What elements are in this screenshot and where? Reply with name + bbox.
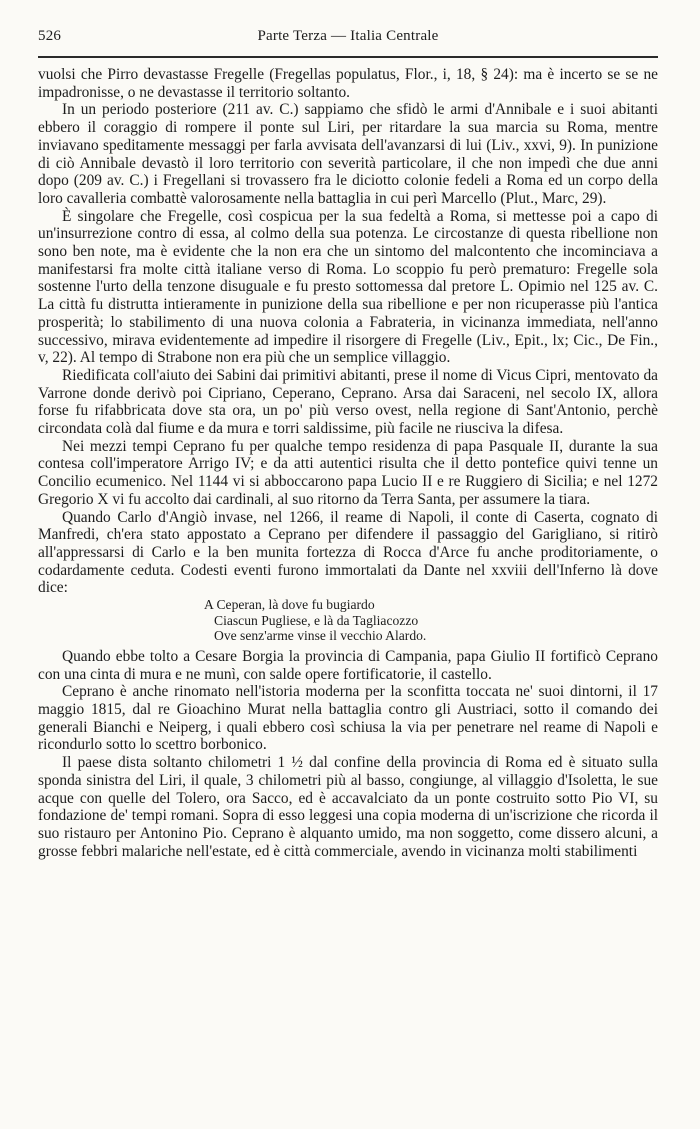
body-text	[38, 66, 658, 860]
running-title: Parte Terza — Italia Centrale	[257, 28, 439, 44]
paragraph: Quando ebbe tolto a Cesare Borgia la provincia di Campania, papa Giulio II fortificò Ceprano con una cinta di mura e ne munì, con salde opere fortificatorie, il castello.	[38, 647, 658, 683]
dante-quotation	[204, 597, 658, 644]
paragraph: vuolsi che Pirro devastasse Fregelle (Fregellas populatus, Flor., i, 18, § 24): ma è incerto se se ne impadronisse, o ne devastasse il territorio soltanto.	[38, 66, 658, 101]
paragraph: In un periodo posteriore (211 av. C.) sappiamo che sfidò le armi d'Annibale e i suoi abitanti ebbero il coraggio di rompere il ponte sul Liri, per ritardare la sua marcia su Roma, mentre inviavano speditamente messaggi per farla avvisata dell'avanzarsi di lui (Liv., xxvi, 9). In punizione di ciò Annibale devastò il loro territorio con severità particolare, il che non impedì che due anni dopo (209 av. C.) i Fregellani si trovassero fra le diciotto colonie fedeli a Roma ed un corpo della loro cavalleria combattè valorosamente nella battaglia in cui perì Marcello (Plut., Marc, 29).	[38, 101, 658, 207]
header-rule	[38, 56, 658, 58]
page-number: 526	[38, 28, 62, 44]
paragraph: Quando Carlo d'Angiò invase, nel 1266, il reame di Napoli, il conte di Caserta, cognato di Manfredi, ch'era stato appostato a Ceprano per difendere il passaggio del Garigliano, si ritirò all'appressarsi di Carlo e la ben munita fortezza di Rocca d'Arce fu anche proditoriamente, o codardamente ceduta. Codesti eventi furono immortalati da Dante nel xxviii dell'Inferno là dove dice:	[38, 508, 658, 597]
running-header	[38, 28, 658, 45]
paragraph: È singolare che Fregelle, così cospicua per la sua fedeltà a Roma, si mettesse poi a capo di un'insurrezione contro di essa, al colmo della sua potenza. Le circostanze di questa ribellione non sono ben note, ma è evidente che la non era che un sintomo del malcontento che incominciava a manifestarsi fra molte città italiane verso di Roma. Lo scoppio fu però prematuro: Fregelle sola sostenne l'urto della tenzone disuguale e fu presto sottomessa dal pretore L. Opimio nel 125 av. C. La città fu distrutta intieramente in punizione della sua ribellione e per non ricuperasse più l'antica prosperità; lo stabilimento di una nuova colonia a Fabrateria, in vicinanza immediata, nell'anno successivo, mirava evidentemente ad impedire il risorgere di Fregelle (Liv., Epit., lx; Cic., De Fin., v, 22). Al tempo di Strabone non era più che un semplice villaggio.	[38, 207, 658, 367]
verse-line: Ove senz'arme vinse il vecchio Alardo.	[214, 628, 427, 644]
paragraph: Ceprano è anche rinomato nell'istoria moderna per la sconfitta toccata ne' suoi dintorni, il 17 maggio 1815, dal re Gioachino Murat nella battaglia contro gli Austriaci, sotto il comando dei generali Bianchi e Neiperg, i quali ebbero così schiusa la via per penetrare nel reame di Napoli e ricondurlo sotto lo scettro borbonico.	[38, 683, 658, 754]
verse-line: A Ceperan, là dove fu bugiardo	[204, 597, 375, 613]
paragraph: Il paese dista soltanto chilometri 1 ½ dal confine della provincia di Roma ed è situato sulla sponda sinistra del Liri, il quale, 3 chilometri più al basso, congiunge, al villaggio d'Isoletta, le sue acque con quelle del Tolero, ora Sacco, ed è accavalciato da un ponte costruito sotto Pio VI, su fondazione de' tempi romani. Sopra di esso leggesi una copia moderna di un'iscrizione che ricorda il suo ristauro per Antonino Pio. Ceprano è alquanto umido, ma non soggetto, come dissero alcuni, a grosse febbri malariche nell'estate, ed è città commerciale, avendo in vicinanza molti stabilimenti	[38, 754, 658, 860]
paragraph: Riedificata coll'aiuto dei Sabini dai primitivi abitanti, prese il nome di Vicus Cipri, mentovato da Varrone donde derivò poi Cipriano, Ceperano, Ceprano. Arsa dai Saraceni, nel secolo IX, allora forse fu rifabbricata dove sta ora, un po' più verso ovest, nella regione di Sant'Antonio, perchè circondata colà dal fiume e da mura e torri saldissime, più facile ne riusciva la difesa.	[38, 366, 658, 438]
paragraph: Nei mezzi tempi Ceprano fu per qualche tempo residenza di papa Pasquale II, durante la sua contesa coll'imperatore Arrigo IV; e da atti autentici risulta che il detto pontefice quivi tenne un Concilio ecumenico. Nel 1144 vi si abboccarono papa Lucio II e re Ruggiero di Sicilia; e nel 1272 Gregorio X vi fu accolto dai cardinali, al suo ritorno da Terra Santa, per assumere la tiara.	[38, 437, 658, 508]
verse-line: Ciascun Pugliese, e là da Tagliacozzo	[214, 612, 419, 628]
